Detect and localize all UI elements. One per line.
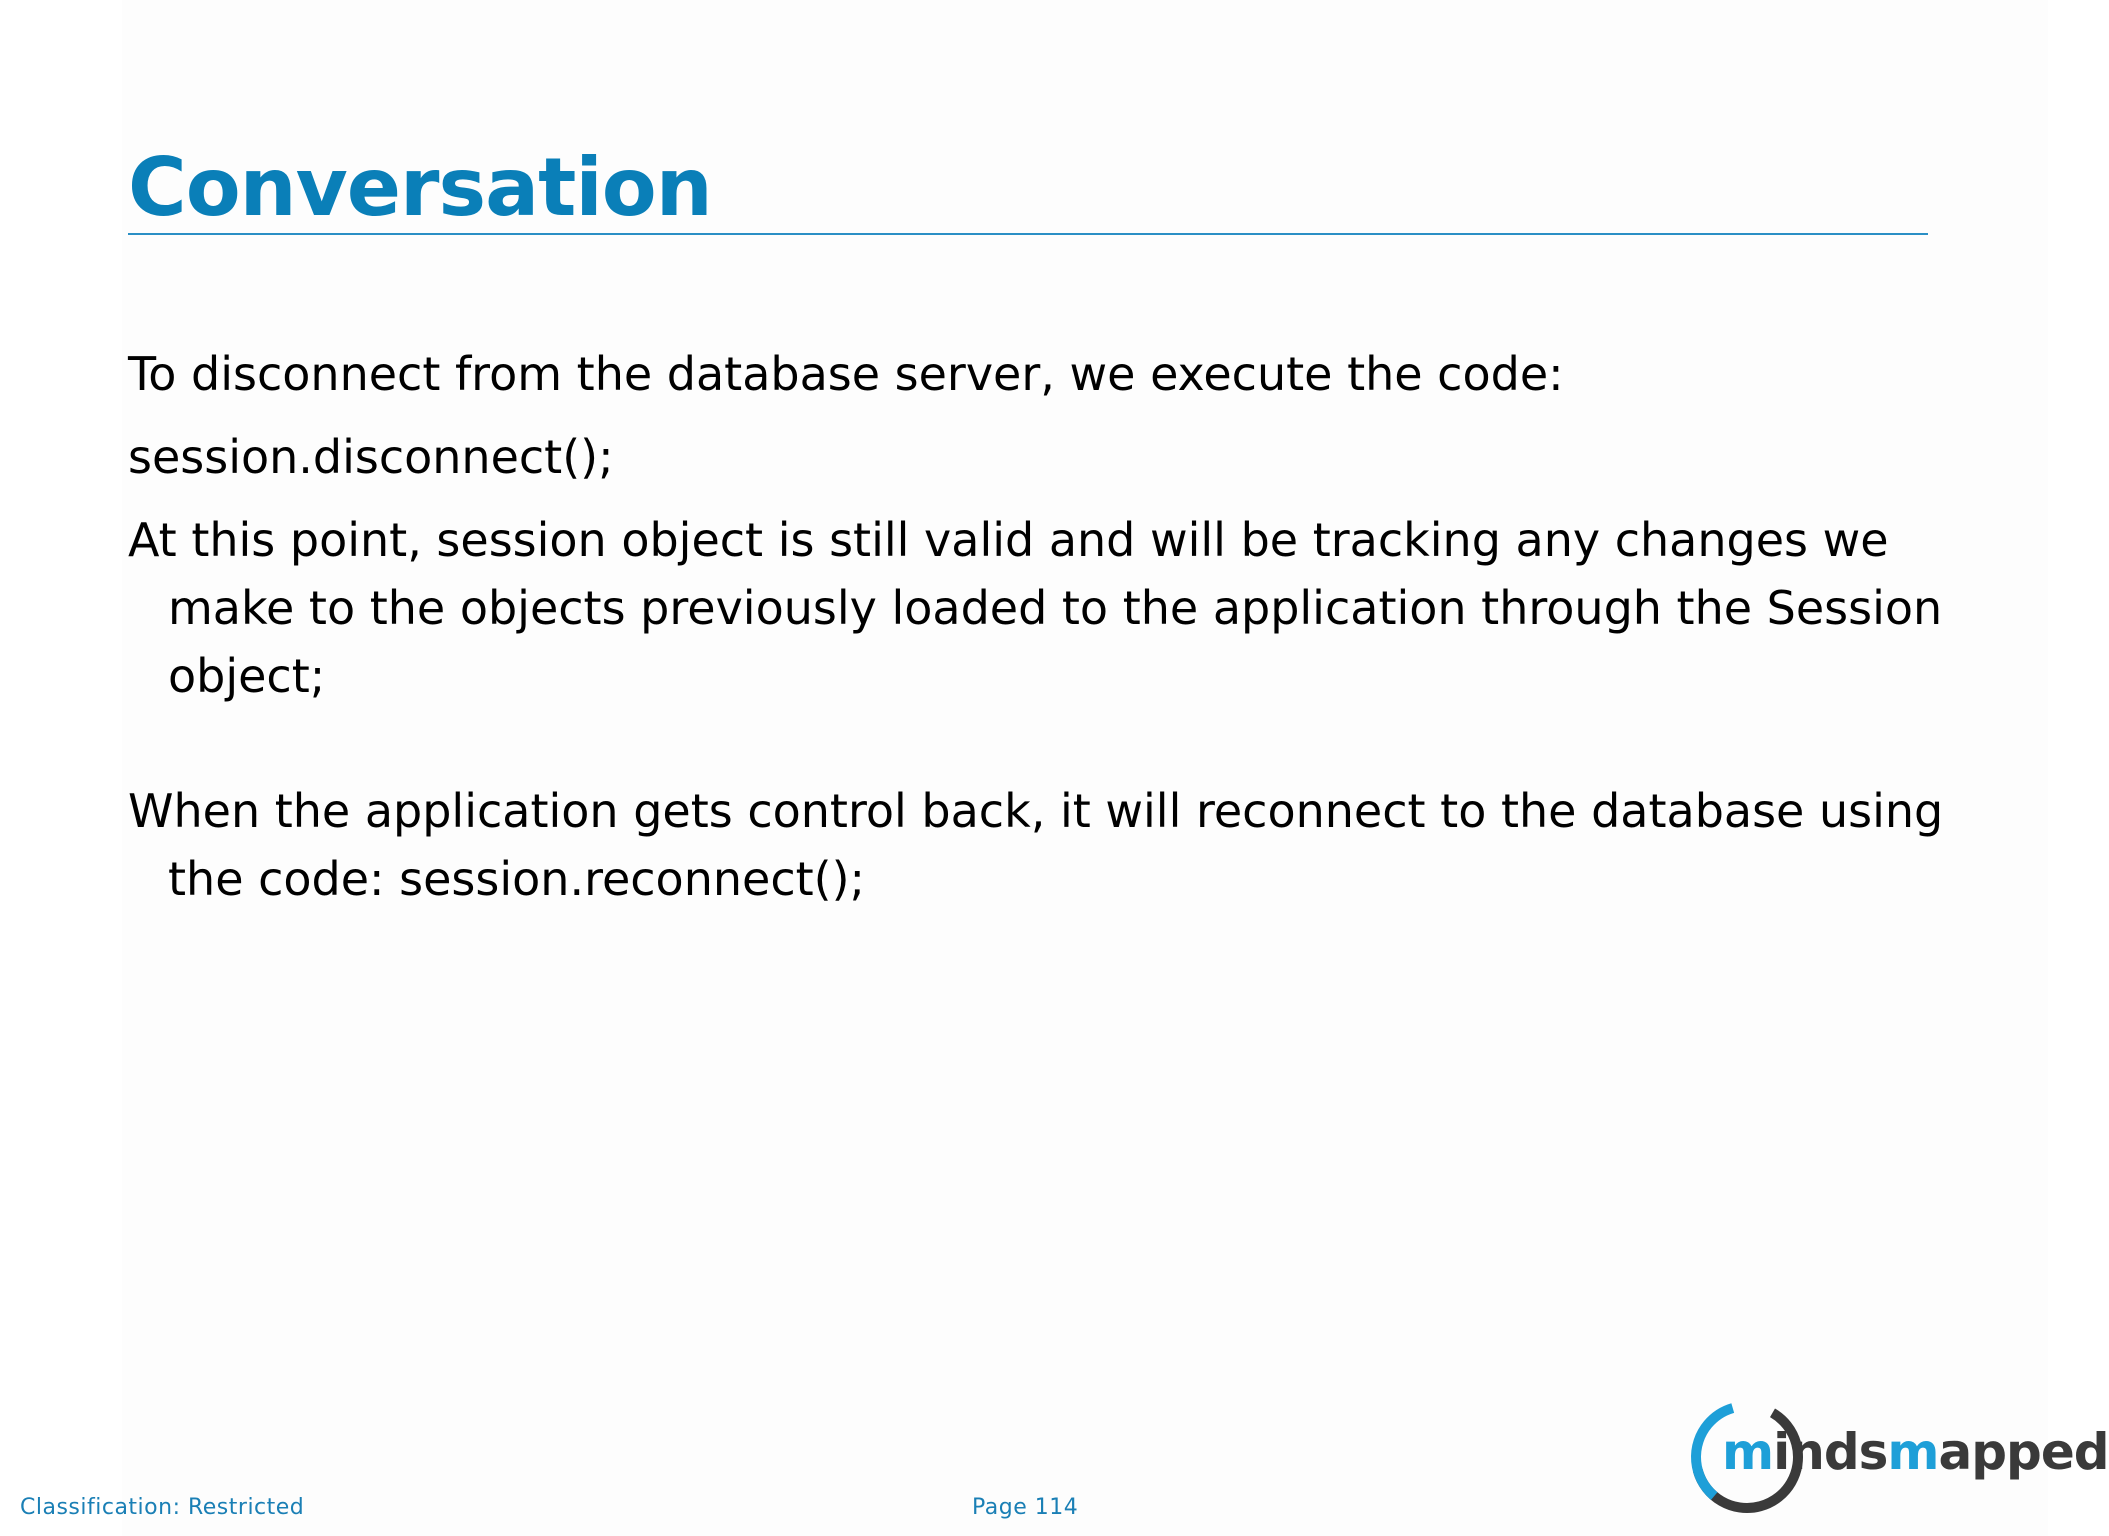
classification-label: Classification: Restricted: [20, 1495, 305, 1520]
body-paragraph: When the application gets control back, it will reconnect to the database using the code: session.reconnect();: [128, 784, 1944, 906]
page-number: Page 114: [972, 1495, 1079, 1520]
body-paragraph: session.disconnect();: [128, 430, 614, 484]
slide-body: [128, 340, 1958, 928]
body-paragraph: To disconnect from the database server, we execute the code:: [128, 347, 1564, 401]
title-underline: [128, 233, 1928, 235]
mindsmapped-logo: [1688, 1398, 2109, 1516]
logo-wordmark: mindsmapped: [1722, 1423, 2109, 1481]
slide-title: Conversation: [128, 141, 712, 234]
body-paragraph: At this point, session object is still valid and will be tracking any changes we make to the objects previously loaded to the application through the Session object;: [128, 513, 1943, 703]
